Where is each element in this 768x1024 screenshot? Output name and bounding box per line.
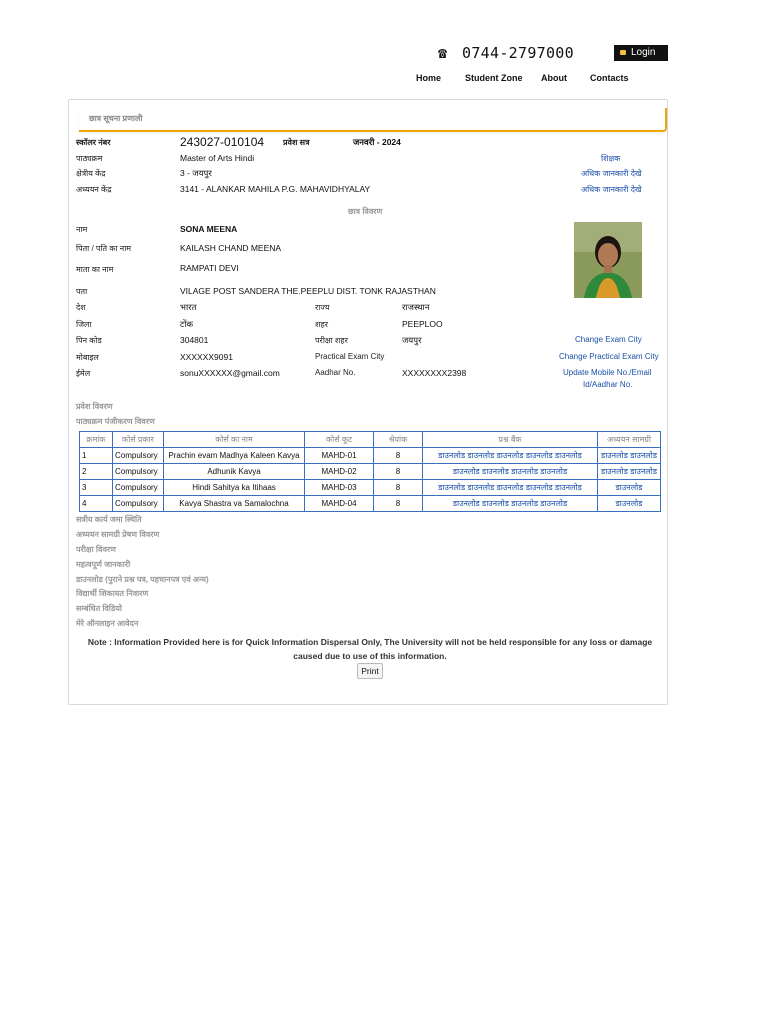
practical-city-label: Practical Exam City (315, 352, 385, 361)
state-label: राज्य (315, 303, 330, 312)
city-value: PEEPLOO (402, 319, 443, 329)
phone-number: ☎ 0744-2797000 (438, 44, 574, 62)
session-label: प्रवेश सत्र (283, 138, 310, 147)
address-label: पता (76, 287, 88, 296)
cell-code: MAHD-03 (305, 480, 374, 496)
panel-title: छात्र सूचना प्रणाली (89, 114, 143, 123)
cell-credit: 8 (374, 464, 423, 480)
cell-name: Kavya Shastra va Samalochna (164, 496, 305, 512)
change-exam-city-link[interactable]: Change Exam City (575, 335, 642, 344)
top-bar (0, 0, 768, 100)
panel-header (79, 108, 667, 132)
qbank-download-links[interactable]: डाउनलोड डाउनलोड डाउनलोड डाउनलोड डाउनलोड (423, 480, 598, 496)
update-contact-link-line2[interactable]: Id/Aadhar No. (583, 380, 633, 389)
district-label: जिला (76, 320, 92, 329)
aadhar-label: Aadhar No. (315, 368, 356, 377)
telephone-icon: ☎ (438, 44, 448, 62)
grievance-link[interactable]: विद्यार्थी शिकायत निवारण (76, 589, 149, 598)
cell-sn: 1 (80, 448, 113, 464)
update-contact-link-line1[interactable]: Update Mobile No./Email (563, 368, 652, 377)
col-header-qbank: प्रश्न बैंक (423, 432, 598, 448)
table-row (80, 480, 661, 496)
cell-credit: 8 (374, 480, 423, 496)
cell-type: Compulsory (113, 496, 164, 512)
important-info-link[interactable]: महत्वपूर्ण जानकारी (76, 560, 131, 569)
scholar-no-label: स्कॉलर नंबर (76, 138, 111, 147)
cell-code: MAHD-04 (305, 496, 374, 512)
cell-name: Prachin evam Madhya Kaleen Kavya (164, 448, 305, 464)
cell-type: Compulsory (113, 464, 164, 480)
cell-credit: 8 (374, 448, 423, 464)
qbank-download-links[interactable]: डाउनलोड डाउनलोड डाउनलोड डाउनलोड (423, 464, 598, 480)
material-download-links[interactable]: डाउनलोड डाउनलोड (598, 464, 661, 480)
center-label: अध्ययन केंद्र (76, 185, 112, 194)
course-value: Master of Arts Hindi (180, 153, 255, 163)
course-label: पाठ्यक्रम (76, 154, 103, 163)
name-value: SONA MEENA (180, 224, 238, 234)
cell-code: MAHD-01 (305, 448, 374, 464)
table-row (80, 496, 661, 512)
mother-value: RAMPATI DEVI (180, 263, 239, 273)
pin-value: 304801 (180, 335, 209, 345)
center-value: 3141 - ALANKAR MAHILA P.G. MAHAVIDHYALAY (180, 184, 371, 194)
mobile-label: मोबाइल (76, 353, 99, 362)
lock-icon (620, 50, 626, 55)
aadhar-value: XXXXXXXX2398 (402, 368, 467, 378)
cell-name: Hindi Sahitya ka Itihaas (164, 480, 305, 496)
col-header-sn: क्रमांक (80, 432, 113, 448)
scholar-no-value: 243027-010104 (180, 135, 265, 149)
course-registration-link[interactable]: पाठ्यक्रम पंजीकरण विवरण (76, 417, 155, 426)
cell-name: Adhunik Kavya (164, 464, 305, 480)
print-button[interactable]: Print (357, 663, 383, 679)
cell-sn: 4 (80, 496, 113, 512)
nav-student-zone[interactable]: Student Zone (465, 73, 523, 83)
cell-credit: 8 (374, 496, 423, 512)
col-header-name: कोर्स का नाम (164, 432, 305, 448)
material-download-links[interactable]: डाउनलोड (598, 496, 661, 512)
mobile-value: XXXXXX9091 (180, 352, 233, 362)
student-photo-image (574, 222, 642, 298)
material-download-links[interactable]: डाउनलोड (598, 480, 661, 496)
country-label: देश (76, 303, 86, 312)
material-dispatch-link[interactable]: अध्ययन सामग्री प्रेषण विवरण (76, 530, 160, 539)
cell-sn: 2 (80, 464, 113, 480)
table-row (80, 464, 661, 480)
nav-about[interactable]: About (541, 73, 567, 83)
exam-details-link[interactable]: परीक्षा विवरण (76, 545, 116, 554)
pin-label: पिन कोड (76, 336, 102, 345)
my-online-applications-link[interactable]: मेरे ऑनलाइन आवेदन (76, 619, 139, 628)
change-practical-city-link[interactable]: Change Practical Exam City (559, 352, 659, 361)
col-header-code: कोर्स कूट (305, 432, 374, 448)
exam-city-label: परीक्षा शहर (315, 336, 348, 345)
nav-contacts[interactable]: Contacts (590, 73, 629, 83)
cell-sn: 3 (80, 480, 113, 496)
course-registration-table (79, 431, 661, 512)
cell-type: Compulsory (113, 448, 164, 464)
father-label: पिता / पति का नाम (76, 244, 132, 253)
region-more-link[interactable]: अधिक जानकारी देखे (581, 169, 642, 178)
student-photo (574, 222, 642, 298)
email-label: ईमेल (76, 369, 91, 378)
father-value: KAILASH CHAND MEENA (180, 243, 282, 253)
qbank-download-links[interactable]: डाउनलोड डाउनलोड डाउनलोड डाउनलोड (423, 496, 598, 512)
region-value: 3 - जयपुर (180, 168, 212, 178)
teacher-link[interactable]: शिक्षक (601, 154, 621, 163)
region-label: क्षेत्रीय केंद्र (76, 169, 106, 178)
col-header-type: कोर्स प्रकार (113, 432, 164, 448)
student-section-title: छात्र विवरण (348, 207, 383, 216)
material-download-links[interactable]: डाउनलोड डाउनलोड (598, 448, 661, 464)
state-value: राजस्थान (402, 302, 430, 312)
col-header-material: अध्ययन सामग्री (598, 432, 661, 448)
disclaimer-note: Note : Information Provided here is for Quick Information Dispersal Only, The University will not be held responsible for any loss or damage caused due to use of this information. (87, 637, 653, 661)
mother-label: माता का नाम (76, 265, 114, 274)
name-label: नाम (76, 225, 88, 234)
qbank-download-links[interactable]: डाउनलोड डाउनलोड डाउनलोड डाउनलोड डाउनलोड (423, 448, 598, 464)
nav-home[interactable]: Home (416, 73, 442, 83)
address-value: VILAGE POST SANDERA THE.PEEPLU DIST. TONK RAJASTHAN (180, 286, 436, 296)
login-button[interactable]: Login (614, 45, 668, 61)
center-more-link[interactable]: अधिक जानकारी देखे (581, 185, 642, 194)
table-header-row (80, 432, 661, 448)
related-videos-link[interactable]: सम्बंधित विडियो (76, 604, 122, 613)
country-value: भारत (180, 302, 197, 312)
exam-city-value: जयपुर (402, 335, 422, 345)
col-header-credit: श्रेयांक (374, 432, 423, 448)
cell-type: Compulsory (113, 480, 164, 496)
district-value: टोंक (180, 319, 194, 329)
downloads-link[interactable]: डाउनलोड (पुराने प्रश्न पत्र, पहचानपत्र एवं अन्य) (76, 575, 209, 584)
city-label: शहर (315, 320, 328, 329)
admission-details-link[interactable]: प्रवेश विवरण (76, 402, 113, 411)
email-value: sonuXXXXXX@gmail.com (180, 368, 280, 378)
session-value: जनवरी - 2024 (353, 137, 401, 147)
table-row (80, 448, 661, 464)
assignment-status-link[interactable]: सत्रीय कार्य जमा स्थिति (76, 515, 142, 524)
cell-code: MAHD-02 (305, 464, 374, 480)
